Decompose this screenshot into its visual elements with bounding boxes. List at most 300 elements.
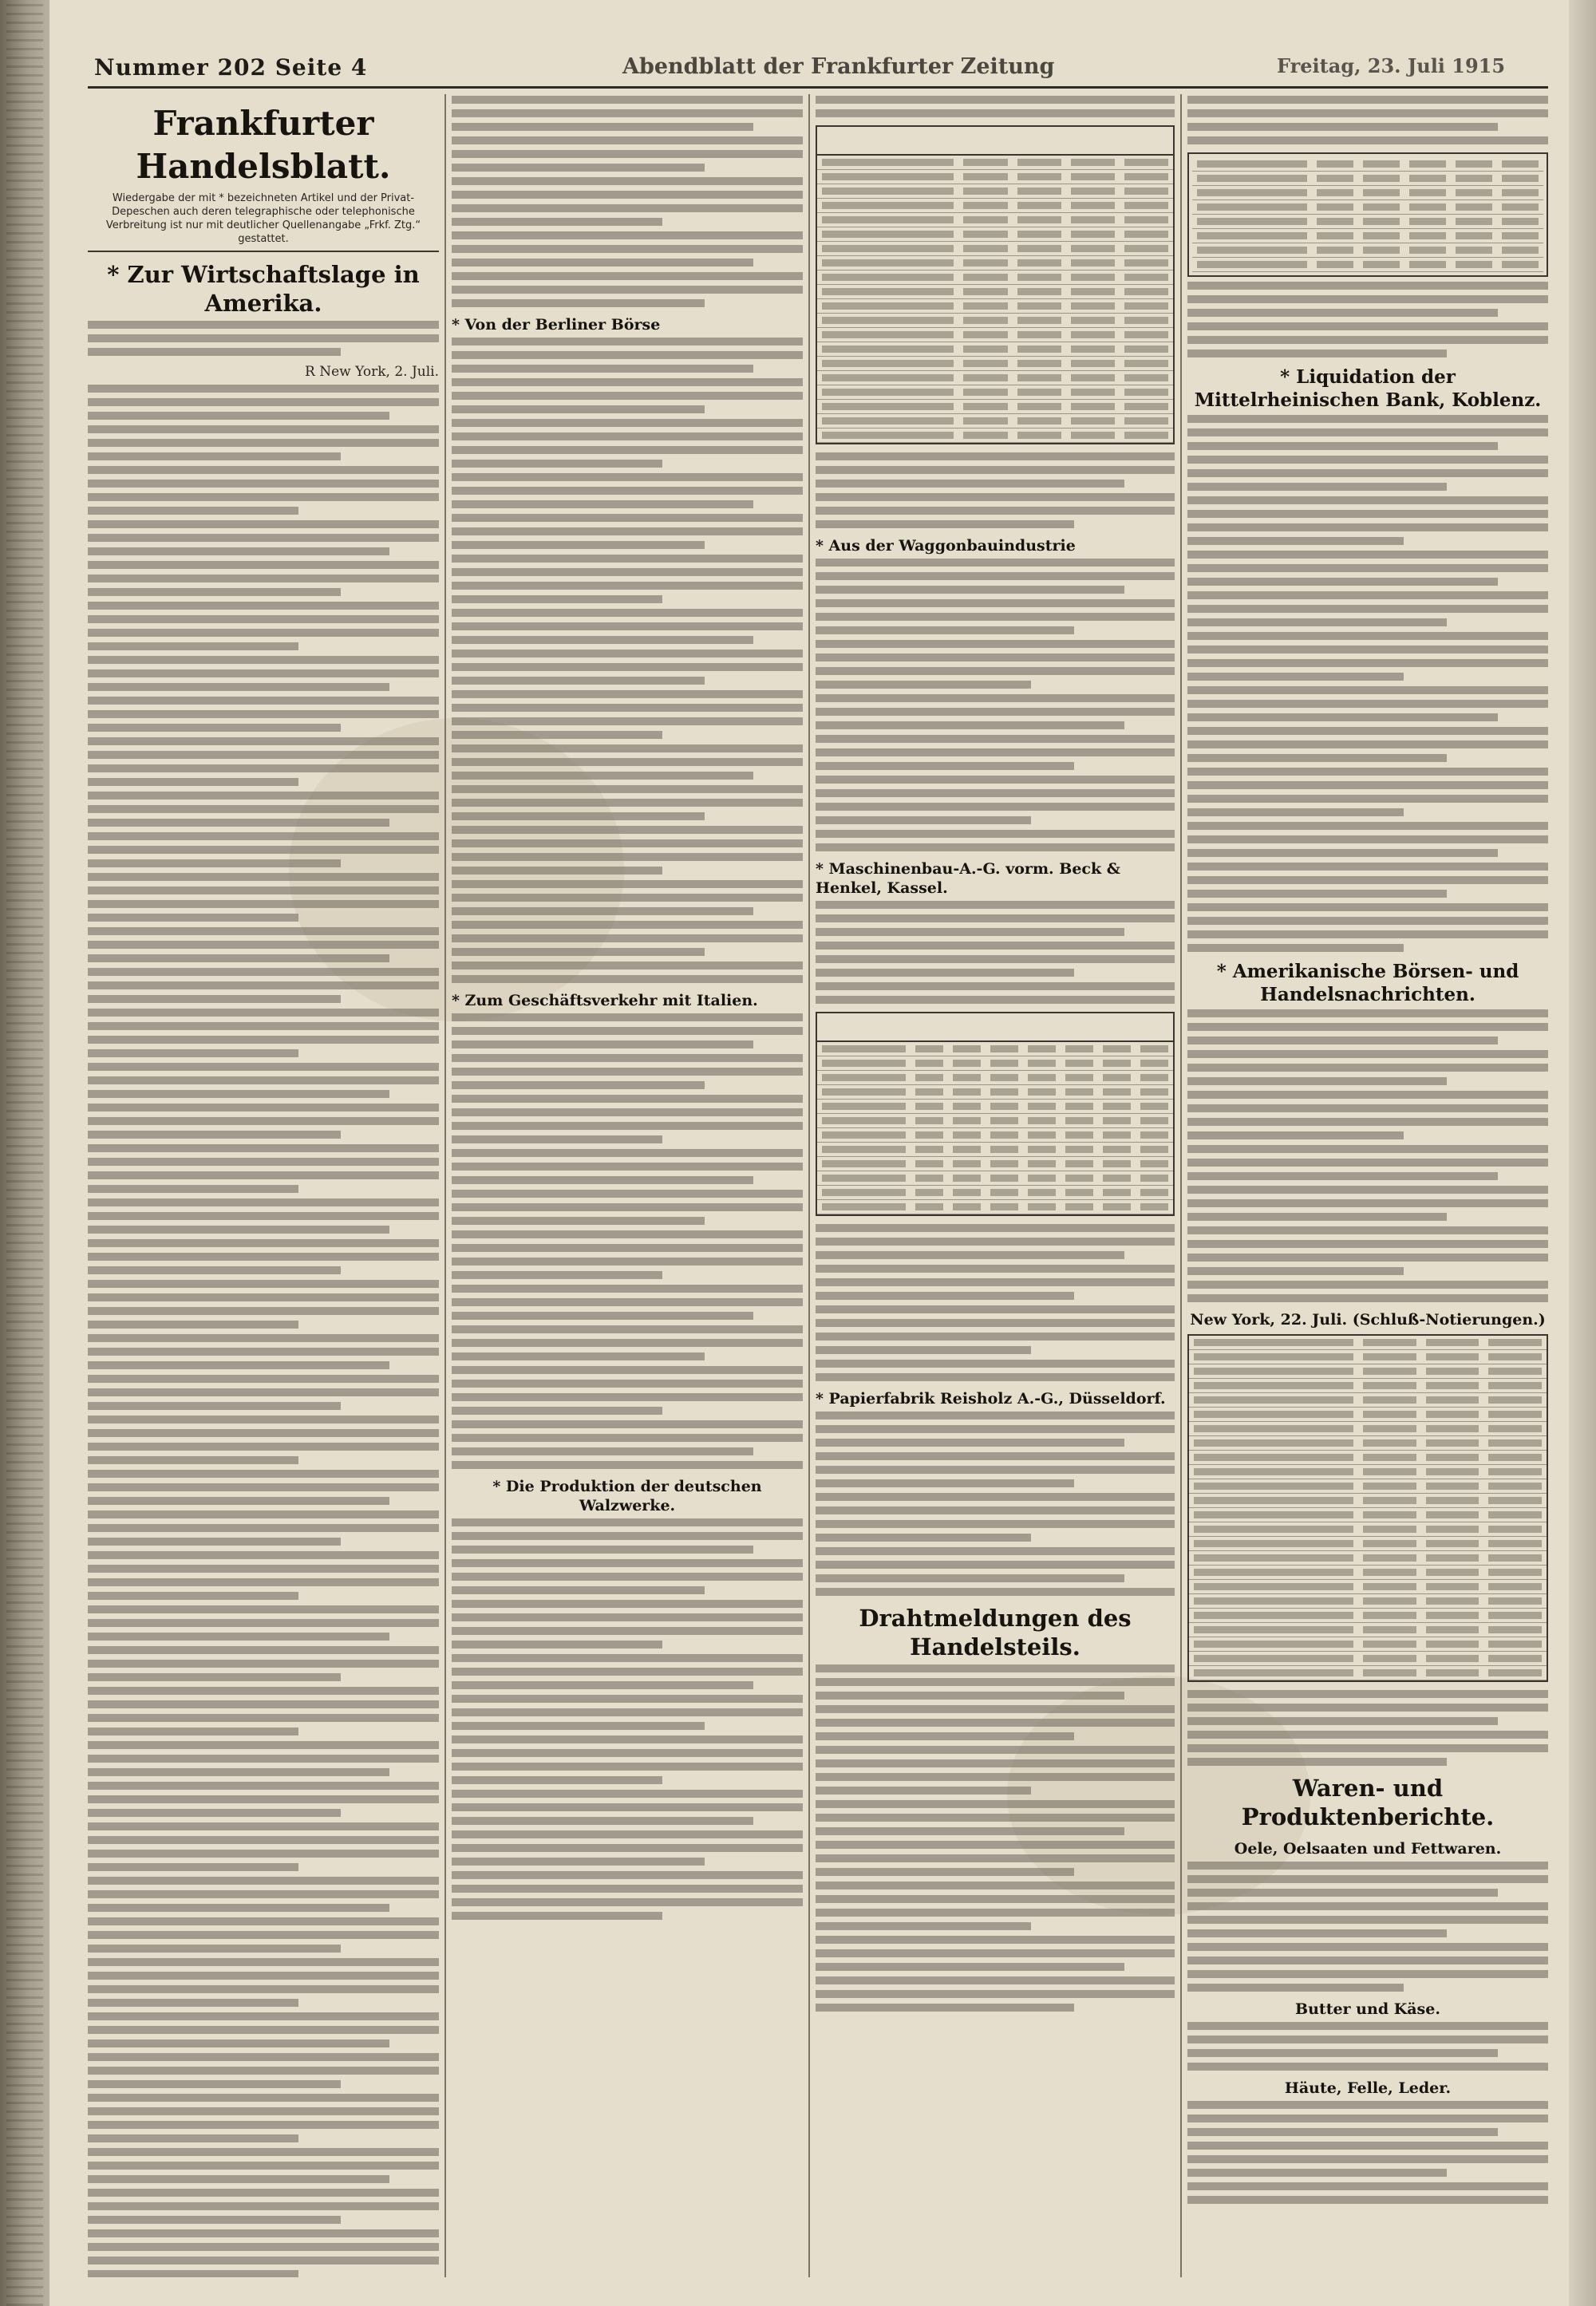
text-line [1187, 2182, 1548, 2190]
text-line [1187, 863, 1548, 871]
table-cell [1140, 1175, 1168, 1182]
table-row [817, 1200, 1173, 1214]
text-line [1187, 646, 1548, 653]
table-cell [1194, 1626, 1353, 1633]
table-row [817, 1157, 1173, 1171]
table-cell [1317, 189, 1353, 196]
text-line [452, 677, 705, 685]
text-line [452, 650, 803, 657]
text-line [816, 1909, 1175, 1917]
table-row [817, 314, 1173, 328]
table-cell [1071, 288, 1115, 295]
text-line [816, 1292, 1074, 1300]
text-line [452, 286, 803, 294]
text-line [816, 1990, 1175, 1998]
table-cell [1488, 1511, 1542, 1518]
table-cell [1071, 317, 1115, 324]
text-line [88, 1429, 439, 1437]
table-cell [1502, 189, 1539, 196]
table-cell [1488, 1497, 1542, 1504]
table-cell [953, 1074, 981, 1081]
table-row [1189, 1522, 1547, 1537]
text-line [816, 1963, 1124, 1971]
table-cell [1071, 245, 1115, 252]
text-line [452, 1339, 803, 1347]
table-cell [1028, 1146, 1056, 1153]
column-rule [808, 94, 810, 2277]
text-line [1187, 1267, 1404, 1275]
text-line [88, 914, 298, 922]
text-line [1187, 1862, 1548, 1870]
text-line [88, 1646, 439, 1654]
text-line [452, 880, 803, 888]
text-line [88, 1076, 439, 1084]
table-row [1189, 1594, 1547, 1609]
text-line [88, 507, 298, 515]
table-cell [1363, 160, 1400, 168]
table-cell [822, 1146, 906, 1153]
table-cell [822, 1117, 906, 1124]
text-line [88, 1171, 439, 1179]
text-line [452, 1654, 803, 1662]
article-body [1187, 96, 1548, 144]
table-cell [1071, 403, 1115, 410]
text-line [452, 96, 803, 104]
table-cell [1426, 1612, 1479, 1619]
table-cell [963, 417, 1007, 424]
divider [88, 251, 439, 252]
table-cell [1017, 173, 1061, 180]
text-line [88, 1890, 439, 1898]
text-line [816, 507, 1175, 515]
table-cell [1103, 1203, 1131, 1210]
text-line [816, 1936, 1175, 1944]
text-line [88, 425, 439, 433]
table-cell [963, 231, 1007, 238]
table-cell [1363, 1597, 1416, 1605]
text-line [452, 1013, 803, 1021]
table-cell [1409, 261, 1446, 268]
table-cell [1456, 175, 1492, 182]
text-line [816, 694, 1175, 702]
text-line [816, 1746, 1175, 1754]
text-line [452, 1149, 803, 1157]
text-line [452, 245, 803, 253]
table-cell [822, 317, 954, 324]
table-cell [822, 1189, 906, 1196]
table-cell [1065, 1045, 1093, 1052]
text-line [1187, 442, 1498, 450]
text-line [88, 656, 439, 664]
text-line [1187, 496, 1548, 504]
text-line [816, 1773, 1175, 1781]
text-line [1187, 109, 1548, 117]
text-line [1187, 123, 1498, 131]
text-line [452, 1844, 803, 1852]
text-line [816, 1520, 1175, 1528]
text-line [816, 1841, 1175, 1849]
text-line [88, 1999, 298, 2007]
text-line [1187, 1902, 1548, 1910]
text-line [452, 218, 662, 226]
table-cell [915, 1131, 943, 1139]
table-cell [1017, 245, 1061, 252]
text-line [816, 776, 1175, 784]
text-line [452, 1407, 662, 1415]
article-title: * Die Produktion der deutschen Walzwerke. [492, 1478, 762, 1514]
table-cell [1071, 259, 1115, 267]
table-cell [915, 1088, 943, 1096]
text-line [88, 1728, 298, 1735]
text-line [88, 615, 439, 623]
table-cell [1124, 259, 1168, 267]
text-line [88, 1443, 439, 1451]
text-line [452, 1830, 803, 1838]
text-line [88, 1700, 439, 1708]
text-line [452, 1244, 803, 1252]
subsection-title: Butter und Käse. [1295, 2000, 1440, 2018]
table-cell [1409, 218, 1446, 225]
table-row [817, 414, 1173, 428]
text-line [88, 534, 439, 542]
table-cell [1456, 261, 1492, 268]
text-line [88, 2094, 439, 2102]
text-line [816, 1827, 1124, 1835]
table-row [817, 1186, 1173, 1200]
text-line [88, 2107, 439, 2115]
table-cell [1194, 1569, 1353, 1576]
table-cell [990, 1146, 1018, 1153]
table-cell [1028, 1189, 1056, 1196]
text-line [1187, 1104, 1548, 1112]
article-body [1187, 415, 1548, 952]
text-line [88, 2039, 389, 2047]
table-cell [990, 1203, 1018, 1210]
table-cell [1028, 1045, 1056, 1052]
table-row [1192, 215, 1543, 229]
table-cell [1065, 1189, 1093, 1196]
text-line [88, 1877, 439, 1885]
text-line [88, 873, 439, 881]
text-line [1187, 795, 1548, 803]
table-cell [1140, 1060, 1168, 1067]
text-line [1187, 2049, 1498, 2057]
text-line [1187, 835, 1548, 843]
text-line [88, 1497, 389, 1505]
text-line [452, 1312, 753, 1320]
text-line [1187, 903, 1548, 911]
text-line [816, 1547, 1175, 1555]
text-line [1187, 2169, 1447, 2177]
text-line [452, 921, 803, 929]
text-line [88, 1578, 439, 1586]
table-cell [1071, 274, 1115, 281]
text-line [88, 1673, 341, 1681]
text-line [816, 559, 1175, 567]
table-cell [1124, 346, 1168, 353]
table-cell [1124, 432, 1168, 439]
table-cell [1017, 432, 1061, 439]
text-line [88, 2134, 298, 2142]
text-line [1187, 1281, 1548, 1289]
text-line [816, 109, 1175, 117]
text-line [1187, 282, 1548, 290]
table-cell [1363, 1612, 1416, 1619]
column-2 [452, 94, 803, 2277]
text-line [88, 1131, 341, 1139]
text-line [88, 1198, 439, 1206]
table-cell [1124, 360, 1168, 367]
text-line [452, 1081, 705, 1089]
text-line [88, 1239, 439, 1247]
text-line [816, 1561, 1175, 1569]
text-line [88, 1755, 439, 1763]
table-cell [1426, 1339, 1479, 1346]
text-line [1187, 700, 1548, 708]
section-title: Drahtmeldungen des Handelsteils. [859, 1605, 1132, 1660]
text-line [452, 1447, 753, 1455]
table-cell [1140, 1088, 1168, 1096]
table-row [1189, 1551, 1547, 1566]
table-cell [822, 331, 954, 338]
table-cell [1363, 1569, 1416, 1576]
table-cell [1317, 247, 1353, 254]
text-line [452, 609, 803, 617]
text-line [452, 663, 803, 671]
text-line [816, 830, 1175, 838]
table-cell [1426, 1368, 1479, 1375]
table-cell [1071, 302, 1115, 310]
table-cell [990, 1088, 1018, 1096]
table-cell [1363, 1353, 1416, 1360]
text-line [1187, 768, 1548, 776]
text-line [1187, 1916, 1548, 1924]
text-line [452, 514, 803, 522]
text-line [1187, 309, 1498, 317]
article-title: * Liquidation der Mittelrheinischen Bank, Koblenz. [1194, 366, 1542, 411]
table-cell [1426, 1454, 1479, 1461]
table-cell [963, 374, 1007, 381]
table-cell [1124, 202, 1168, 209]
table-cell [990, 1045, 1018, 1052]
table-row [1189, 1537, 1547, 1551]
text-line [1187, 1226, 1548, 1234]
table-cell [1065, 1103, 1093, 1110]
text-line [88, 466, 439, 474]
text-line [1187, 1172, 1498, 1180]
text-line [88, 1741, 439, 1749]
table-cell [953, 1131, 981, 1139]
text-line [1187, 1929, 1447, 1937]
text-line [88, 710, 439, 718]
table-cell [1124, 417, 1168, 424]
table-row [817, 428, 1173, 443]
text-line [816, 1506, 1175, 1514]
text-line [452, 758, 803, 766]
table-row [817, 299, 1173, 314]
table-cell [953, 1146, 981, 1153]
text-line [452, 299, 705, 307]
text-line [452, 690, 803, 698]
table-row [1192, 186, 1543, 200]
text-line [816, 996, 1175, 1004]
text-line [816, 1814, 1175, 1822]
table-cell [1071, 231, 1115, 238]
text-line [816, 1922, 1031, 1930]
table-row [817, 156, 1173, 170]
table-row [1189, 1666, 1547, 1680]
text-line [88, 1402, 341, 1410]
subsection-title: Oele, Oelsaaten und Fettwaren. [1234, 1840, 1502, 1858]
text-line [816, 1319, 1175, 1327]
table-cell [822, 259, 954, 267]
text-line [1187, 1186, 1548, 1194]
text-line [452, 351, 803, 359]
table-cell [963, 188, 1007, 195]
table-cell [1103, 1103, 1131, 1110]
table-cell [822, 274, 954, 281]
text-line [816, 942, 1175, 950]
text-line [88, 493, 439, 501]
table-row [817, 1085, 1173, 1100]
table-cell [953, 1103, 981, 1110]
table-row [1189, 1364, 1547, 1379]
text-line [88, 1795, 439, 1803]
text-line [1187, 428, 1548, 436]
table-cell [1140, 1203, 1168, 1210]
text-line [1187, 136, 1548, 144]
text-line [452, 527, 803, 535]
text-line [452, 259, 753, 267]
table-cell [1488, 1655, 1542, 1662]
text-line [88, 886, 439, 894]
table-cell [953, 1088, 981, 1096]
text-line [816, 1976, 1175, 1984]
table-cell [1488, 1641, 1542, 1648]
text-line [1187, 1957, 1548, 1964]
text-line [1187, 1159, 1548, 1167]
text-line [1187, 2063, 1548, 2071]
table-cell [1103, 1146, 1131, 1153]
table-cell [822, 1088, 906, 1096]
text-line [88, 2229, 439, 2237]
text-line [816, 1238, 1175, 1246]
table-cell [1124, 173, 1168, 180]
table-cell [1071, 188, 1115, 195]
text-line [816, 1439, 1124, 1447]
text-line [452, 1695, 803, 1703]
table-cell [1017, 302, 1061, 310]
text-line [88, 520, 439, 528]
text-line [452, 1108, 803, 1116]
table-cell [1488, 1339, 1542, 1346]
text-line [816, 1265, 1175, 1273]
table-cell [1194, 1425, 1353, 1432]
text-line [1187, 578, 1498, 586]
table-cell [1488, 1540, 1542, 1547]
table-row [1192, 200, 1543, 215]
table-cell [963, 403, 1007, 410]
text-line [88, 1280, 439, 1288]
text-line [816, 1251, 1124, 1259]
text-line [452, 473, 803, 481]
text-line [88, 1605, 439, 1613]
text-line [88, 1483, 439, 1491]
table-cell [1426, 1468, 1479, 1475]
table-cell [1017, 374, 1061, 381]
text-line [88, 954, 389, 962]
table-cell [1124, 389, 1168, 396]
column-3 [816, 94, 1175, 2277]
text-line [88, 1348, 439, 1356]
table-cell [1488, 1669, 1542, 1676]
table-cell [1194, 1554, 1353, 1562]
table-cell [1103, 1175, 1131, 1182]
table-cell [915, 1074, 943, 1081]
text-line [88, 1307, 439, 1315]
table-row [817, 1128, 1173, 1143]
table-cell [1065, 1088, 1093, 1096]
table-cell [1071, 417, 1115, 424]
table-row [817, 170, 1173, 184]
text-line [88, 669, 439, 677]
text-line [88, 1660, 439, 1668]
text-line [88, 439, 439, 447]
text-line [816, 1895, 1175, 1903]
text-line [452, 1434, 803, 1442]
table-cell [963, 274, 1007, 281]
table-row [1189, 1623, 1547, 1637]
text-line [452, 1217, 705, 1225]
table-cell [953, 1189, 981, 1196]
table-cell [1197, 232, 1307, 239]
table-cell [1065, 1146, 1093, 1153]
table-cell [1071, 202, 1115, 209]
text-line [88, 1836, 439, 1844]
table-cell [1071, 360, 1115, 367]
text-line [1187, 537, 1404, 545]
dateline: R New York, 2. Juli. [305, 364, 439, 380]
text-line [1187, 1091, 1548, 1099]
table-cell [822, 216, 954, 223]
table-cell [1017, 346, 1061, 353]
table-cell [1363, 1641, 1416, 1648]
table-cell [990, 1189, 1018, 1196]
table-row [817, 1071, 1173, 1085]
text-line [816, 901, 1175, 909]
table-cell [1124, 216, 1168, 223]
table-cell [1194, 1454, 1353, 1461]
article-title: * Aus der Waggonbauindustrie [816, 537, 1076, 555]
text-line [88, 751, 439, 759]
text-line [452, 1352, 705, 1360]
text-line [452, 1641, 662, 1649]
text-line [1187, 2022, 1548, 2030]
table-cell [1017, 288, 1061, 295]
text-line [1187, 713, 1498, 721]
table-cell [1194, 1483, 1353, 1490]
table-row [1192, 243, 1543, 258]
table-row [1189, 1479, 1547, 1494]
table-row [817, 1056, 1173, 1071]
article-body [816, 901, 1175, 1004]
table-cell [1194, 1612, 1353, 1619]
text-line [452, 1871, 803, 1879]
text-line [1187, 2142, 1548, 2150]
text-line [1187, 1758, 1447, 1766]
article-title: * Maschinenbau-A.-G. vorm. Beck & Henkel, Kassel. [816, 860, 1120, 897]
text-line [88, 941, 439, 949]
